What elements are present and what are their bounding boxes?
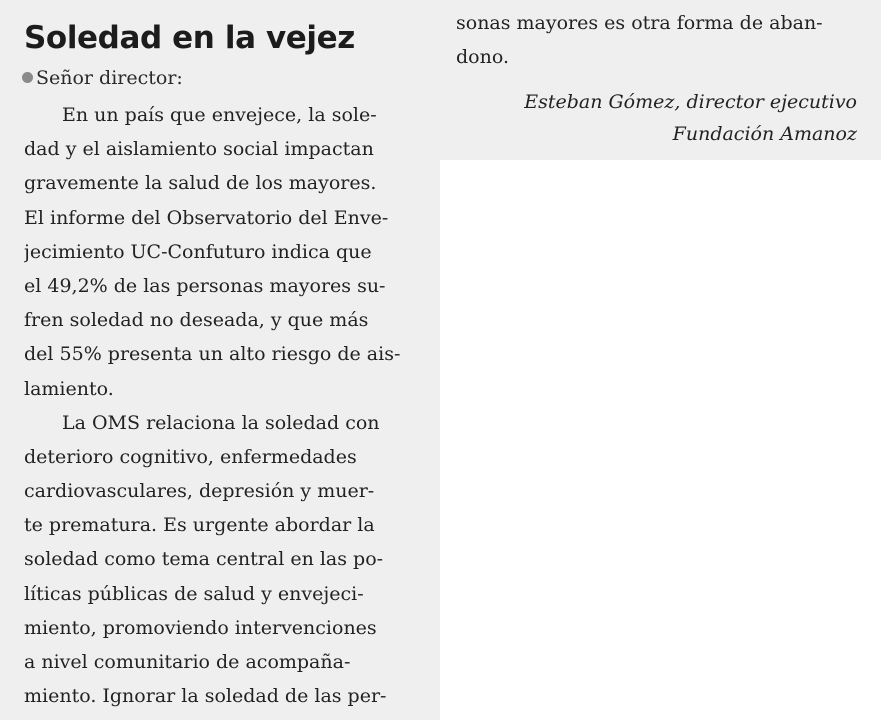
text-line: La OMS relaciona la soledad con — [62, 411, 380, 434]
text-line: líticas públicas de salud y envejeci- — [24, 582, 364, 605]
text-line: dad y el aislamiento social impactan — [24, 138, 374, 161]
letter-body-right — [456, 6, 860, 74]
text-line: del 55% presenta un alto riesgo de ais- — [24, 343, 401, 366]
text-line: El informe del Observatorio del Enve- — [24, 206, 389, 229]
text-line: te prematura. Es urgente abordar la — [24, 514, 375, 537]
text-line: gravemente la salud de los mayores. — [24, 172, 377, 195]
text-line: el 49,2% de las personas mayores su- — [24, 274, 386, 297]
text-line: a nivel comunitario de acompaña- — [24, 651, 351, 673]
letter-headline: Soledad en la vejez — [24, 20, 355, 56]
text-line: miento. Ignorar la soledad de las per- — [24, 685, 387, 708]
text-line: En un país que envejece, la sole- — [62, 104, 377, 126]
signature-name: Esteban Gómez, director ejecutivo — [524, 91, 857, 113]
bullet-icon — [22, 72, 33, 83]
text-line: dono. — [456, 46, 509, 69]
salutation-text: Señor director: — [36, 67, 183, 89]
text-line: lamiento. — [24, 377, 114, 400]
text-line: soledad como tema central en las po- — [24, 548, 384, 571]
text-line: jecimiento UC-Confuturo indica que — [24, 240, 372, 263]
text-line: cardiovasculares, depresión y muer- — [24, 480, 375, 503]
salutation-line — [22, 64, 183, 92]
text-line: sonas mayores es otra forma de aban- — [456, 12, 823, 34]
text-line: deterioro cognitivo, enfermedades — [24, 445, 357, 468]
signature-block — [524, 86, 857, 150]
letter-body-left — [24, 98, 424, 713]
signature-organization: Fundación Amanoz — [672, 123, 857, 145]
text-line: fren soledad no deseada, y que más — [24, 309, 369, 332]
text-line: miento, promoviendo intervenciones — [24, 616, 377, 639]
